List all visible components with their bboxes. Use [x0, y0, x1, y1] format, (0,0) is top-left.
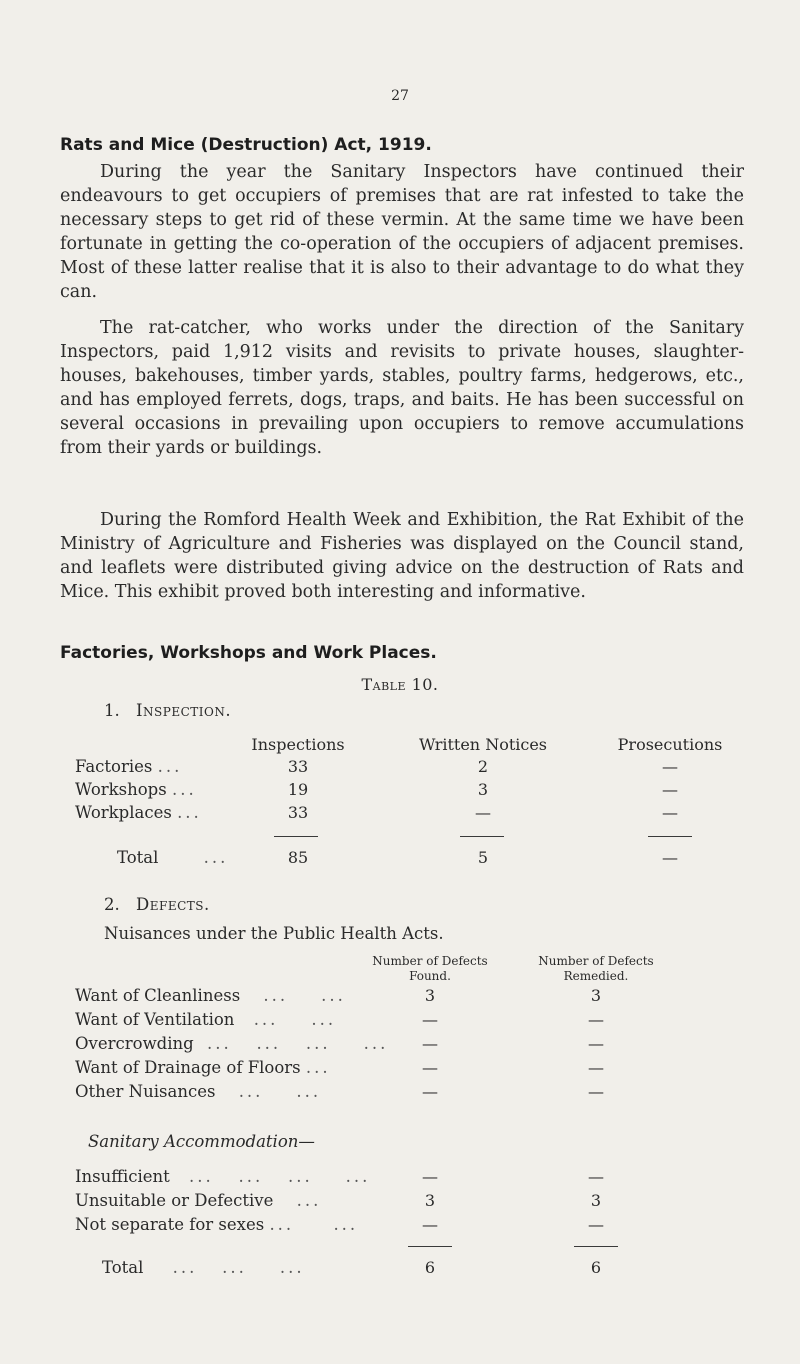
- row-label: Workshops ...: [75, 780, 197, 799]
- cell-prosecutions: —: [662, 757, 678, 776]
- cell-remedied: 3: [590, 1191, 602, 1210]
- row-label-text: Unsuitable or Defective: [75, 1191, 274, 1210]
- row-label-text: Overcrowding: [75, 1034, 194, 1053]
- row-label: Factories ...: [75, 757, 183, 776]
- inspection-title: Inspection.: [136, 701, 232, 720]
- cell-prosecutions: —: [662, 848, 678, 867]
- cell-found: —: [422, 1215, 438, 1234]
- cell-inspections: 33: [287, 803, 309, 822]
- row-label: Insufficient ... ... ... ...: [75, 1167, 371, 1186]
- row-label-text: Other Nuisances: [75, 1082, 216, 1101]
- row-label-text: Total: [117, 848, 159, 867]
- row-label: Overcrowding ... ... ... ...: [75, 1034, 389, 1053]
- defects-title: Defects.: [136, 895, 210, 914]
- rats-heading: Rats and Mice (Destruction) Act, 1919.: [60, 135, 432, 155]
- row-label-text: Total: [102, 1258, 144, 1277]
- col-header-remedied: [516, 954, 676, 984]
- cell-found: —: [422, 1034, 438, 1053]
- row-label: Want of Cleanliness ... ...: [75, 986, 346, 1005]
- sanitary-heading: Sanitary Accommodation—: [88, 1132, 315, 1151]
- row-label-text: Workshops: [75, 780, 167, 799]
- col-header-line: Number of Defects: [538, 954, 654, 968]
- col-header-line: Found.: [409, 969, 451, 983]
- total-rule: [408, 1246, 452, 1247]
- paragraph-text: The rat-catcher, who works under the direction of the Sanitary Inspectors, paid 1,912 visits and revisits to private houses, slaughter-houses, bakehouses, timber yards, stables, poultry farms, hedgerows, etc., and has employed ferrets, dogs, traps, and baits. He has been successful on several occasions in prevailing upon occupiers to remove accumulations from their yards or buildings.: [60, 318, 744, 458]
- total-rule: [460, 836, 504, 837]
- cell-notices: 3: [477, 780, 489, 799]
- cell-remedied: 6: [590, 1258, 602, 1277]
- factories-heading: Factories, Workshops and Work Places.: [60, 643, 437, 663]
- cell-found: —: [422, 1010, 438, 1029]
- cell-found: 3: [424, 1191, 436, 1210]
- defects-number: 2.: [104, 895, 120, 914]
- cell-prosecutions: —: [662, 780, 678, 799]
- paragraph-text: During the year the Sanitary Inspectors have continued their endeavours to get occupiers of premises that are rat infested to take the necessary steps to get rid of these vermin. At the same time we have been fortunate in getting the co-operation of the occupiers of adjacent premises. Most of these latter realise that it is also to their advantage to do what they can.: [60, 162, 744, 302]
- cell-remedied: —: [588, 1010, 604, 1029]
- row-label: Other Nuisances ... ...: [75, 1082, 322, 1101]
- inspection-number: 1.: [104, 701, 120, 720]
- col-header-line: Remedied.: [563, 969, 629, 983]
- cell-found: —: [422, 1167, 438, 1186]
- cell-inspections: 33: [287, 757, 309, 776]
- paragraph-text: During the Romford Health Week and Exhibition, the Rat Exhibit of the Ministry of Agriculture and Fisheries was displayed on the Council stand, and leaflets were distributed giving advice on the destruction of Rats and Mice. This exhibit proved both interesting and informative.: [60, 510, 744, 602]
- rats-paragraph-3: [60, 508, 744, 604]
- row-label-text: Insufficient: [75, 1167, 170, 1186]
- row-label-text: Want of Cleanliness: [75, 986, 241, 1005]
- row-label: Want of Drainage of Floors ...: [75, 1058, 331, 1077]
- table-title: Table 10.: [361, 675, 439, 694]
- row-label: Unsuitable or Defective ...: [75, 1191, 322, 1210]
- cell-found: —: [422, 1058, 438, 1077]
- row-label-text: Not separate for sexes: [75, 1215, 265, 1234]
- cell-remedied: —: [588, 1215, 604, 1234]
- row-label: Want of Ventilation ... ...: [75, 1010, 337, 1029]
- cell-remedied: —: [588, 1082, 604, 1101]
- row-label: Workplaces ...: [75, 803, 202, 822]
- cell-notices: —: [475, 803, 491, 822]
- col-header-prosecutions: Prosecutions: [617, 735, 723, 754]
- total-rule: [274, 836, 318, 837]
- cell-remedied: 3: [590, 986, 602, 1005]
- col-header-line: Number of Defects: [372, 954, 488, 968]
- cell-notices: 2: [477, 757, 489, 776]
- cell-remedied: —: [588, 1034, 604, 1053]
- defects-subtitle: Nuisances under the Public Health Acts.: [104, 924, 444, 943]
- cell-found: 3: [424, 986, 436, 1005]
- row-label: Total ...: [117, 848, 229, 867]
- total-rule: [574, 1246, 618, 1247]
- cell-inspections: 85: [287, 848, 309, 867]
- row-label-text: Want of Drainage of Floors: [75, 1058, 301, 1077]
- row-label-text: Want of Ventilation: [75, 1010, 235, 1029]
- row-label-text: Workplaces: [75, 803, 172, 822]
- cell-remedied: —: [588, 1058, 604, 1077]
- col-header-notices: Written Notices: [418, 735, 548, 754]
- row-label-text: Factories: [75, 757, 153, 776]
- rats-paragraph-1: [60, 160, 744, 304]
- col-header-found: [350, 954, 510, 984]
- cell-notices: 5: [477, 848, 489, 867]
- col-header-inspections: Inspections: [251, 735, 345, 754]
- row-label: Not separate for sexes ... ...: [75, 1215, 359, 1234]
- cell-found: 6: [424, 1258, 436, 1277]
- cell-inspections: 19: [287, 780, 309, 799]
- cell-found: —: [422, 1082, 438, 1101]
- cell-remedied: —: [588, 1167, 604, 1186]
- row-label: Total ... ... ...: [102, 1258, 305, 1277]
- cell-prosecutions: —: [662, 803, 678, 822]
- page-number: 27: [391, 88, 409, 104]
- total-rule: [648, 836, 692, 837]
- rats-paragraph-2: [60, 316, 744, 460]
